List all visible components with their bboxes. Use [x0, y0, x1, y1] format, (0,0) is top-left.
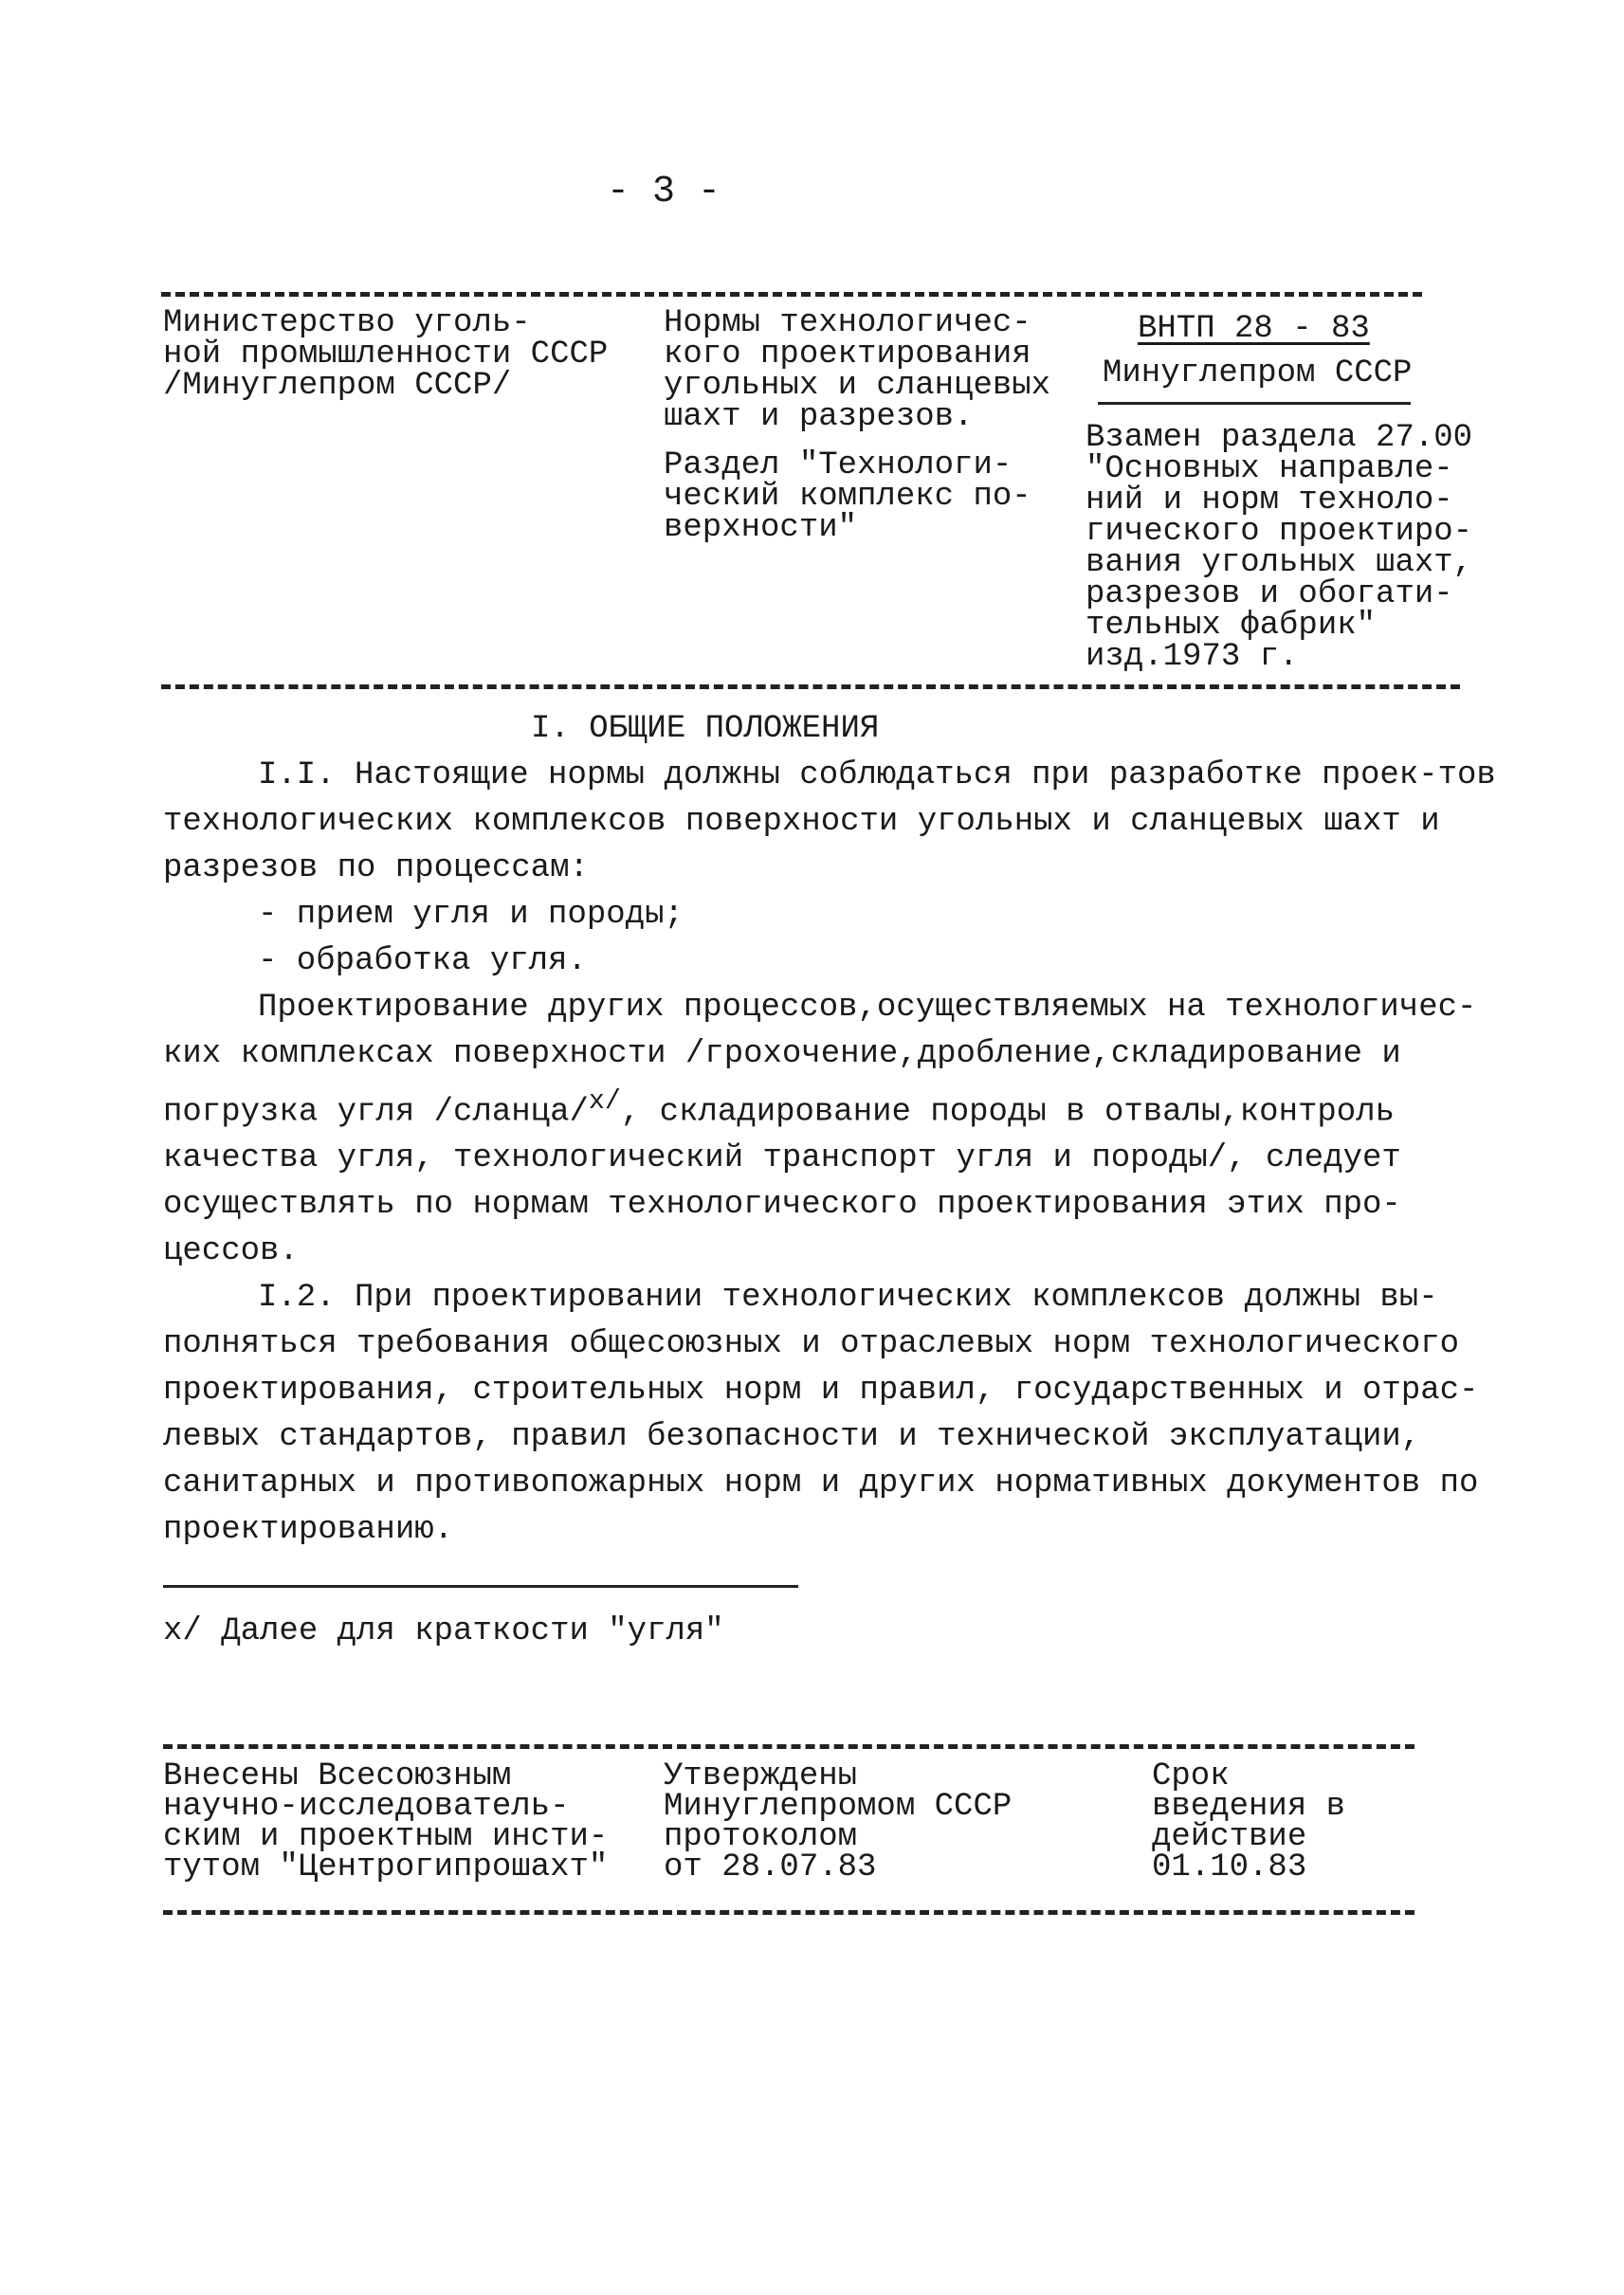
footnote-mark: x/ [588, 1085, 621, 1117]
header-title: Нормы технологичес- кого проектирования угольных и сланцевых шахт и разрезов. [664, 305, 1051, 435]
footer-approved: Утверждены Минуглепромом СССР протоколом от 28.07.83 [664, 1758, 1013, 1885]
issuer-underline [1098, 402, 1411, 405]
footnote-rule [163, 1585, 798, 1588]
body-text [163, 753, 1509, 1554]
paragraph-1-1: I.I. Настоящие нормы должны соблюдаться при разработке проек-тов технологических комплексов поверхности угольных и сланцевых шахт и разрезов по процессам: [163, 757, 1496, 886]
paragraph-design-part-1: Проектирование других процессов,осуществляемых на технологичес-ких комплексах поверхности /грохочение,дробление,складирование и погрузка угля /сланца/ [163, 990, 1477, 1131]
header-organization: Министерство уголь- ной промышленности СССР /Минуглепром СССР/ [163, 305, 609, 404]
header-section: Раздел "Технологи- ческий комплекс по- верхности" [664, 447, 1031, 546]
footer-bottom-rule [163, 1910, 1414, 1915]
section-heading: I. ОБЩИЕ ПОЛОЖЕНИЯ [531, 711, 880, 747]
header-issuer: Минуглепром СССР [1103, 355, 1413, 392]
paragraph-design [163, 985, 1509, 1275]
paragraph-design-part-2: , складирование породы в отвалы,контроль качества угля, технологический транспорт угля и породы/, следует осуществлять по нормам технологического проектирования этих про-цессов. [163, 1094, 1401, 1270]
header-bottom-rule [161, 684, 1460, 689]
header-top-rule [161, 292, 1422, 297]
footer-top-rule [163, 1744, 1414, 1749]
footer-submitted: Внесены Всесоюзным научно-исследователь- ским и проектным инсти- тутом "Центрогипрошахт" [163, 1758, 609, 1885]
footer-effective: Срок введения в действие 01.10.83 [1152, 1758, 1346, 1885]
list-item-1: - прием угля и породы; [258, 897, 684, 933]
page-number: - 3 - [606, 171, 721, 213]
header-replaces: Взамен раздела 27.00 "Основных направле- ний и норм техноло- гического проектиро- вания угольных шахт, разрезов и обогати- тельных фабрик" изд.1973 г. [1086, 420, 1473, 675]
paragraph-1-2: I.2. При проектировании технологических комплексов должны вы-полняться требования общесоюзных и отраслевых норм технологического проектирования, строительных норм и правил, государственных и отрас-левых стандартов, правил безопасности и технической эксплуатации, санитарных и противопожарных норм и других нормативных документов по проектированию. [163, 1280, 1479, 1549]
document-code: ВНТП 28 - 83 [1138, 311, 1370, 347]
list-item-2: - обработка угля. [258, 943, 587, 979]
footnote: x/ Далее для краткости "угля" [163, 1613, 724, 1649]
